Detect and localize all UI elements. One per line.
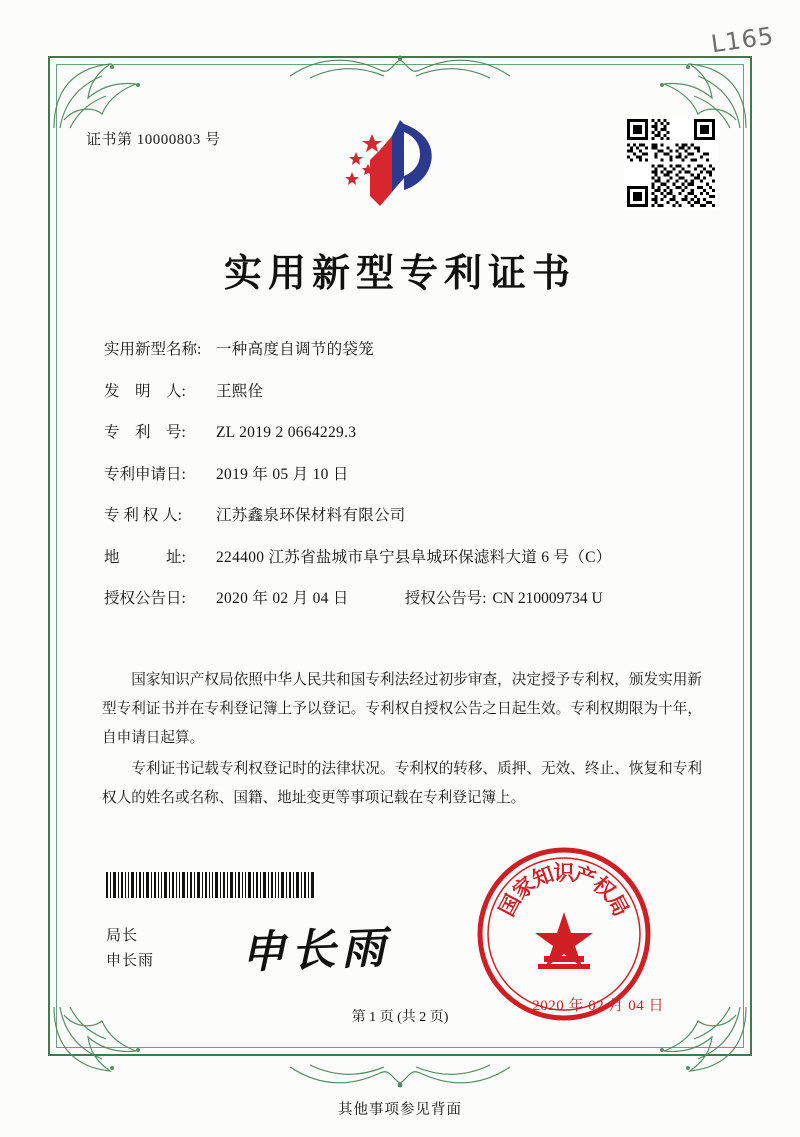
field-label: 专 利 权 人:: [104, 507, 182, 524]
field-value: 一种高度自调节的袋笼: [216, 341, 375, 358]
legal-text: [102, 666, 702, 815]
svg-text:家: 家: [507, 871, 540, 904]
announcement-date-label: 授权公告日:: [104, 590, 186, 607]
field-label: 发 明 人:: [104, 382, 186, 400]
page-title: 实用新型专利证书: [223, 250, 576, 295]
page-indicator: 第 1 页 (共 2 页): [351, 1010, 449, 1025]
svg-text:知: 知: [528, 860, 558, 892]
qr-code: [624, 116, 718, 210]
field-label: 实用新型名称:: [104, 341, 202, 358]
svg-text:产: 产: [570, 860, 600, 892]
legal-paragraph-1: 国家知识产权局依照中华人民共和国专利法经过初步审查，决定授予专利权，颁发实用新型专利证书并在专利登记簿上予以登记。专利权自授权公告之日起生效。专利权期限为十年，自申请日起算。: [102, 672, 702, 746]
field-inventor: [104, 384, 704, 400]
field-label: 专利申请日:: [104, 465, 186, 483]
director-handwritten-signature: 申长雨: [240, 922, 393, 979]
field-announcement: [104, 591, 704, 607]
announcement-number-value: CN 210009734 U: [492, 590, 603, 607]
field-label: 地 址:: [104, 548, 186, 566]
certificate-content: [56, 64, 744, 1048]
director-name: 申长雨: [106, 953, 155, 969]
signature-block: [106, 924, 154, 974]
svg-text:局: 局: [602, 889, 635, 921]
field-address: [104, 550, 704, 566]
field-patent-number: [104, 425, 704, 441]
legal-paragraph-2: 专利证书记载专利权登记时的法律状况。专利权的转移、质押、无效、终止、恢复和专利权人的姓名或名称、国籍、地址变更等事项记载在专利登记簿上。: [102, 761, 702, 806]
field-application-date: [104, 467, 704, 483]
handwritten-archive-mark: L165: [709, 21, 776, 59]
certificate-fields: [104, 342, 704, 633]
bottom-ornament: [280, 1059, 520, 1093]
cnipa-logo-icon: [330, 114, 470, 214]
field-value: ZL 2019 2 0664229.3: [216, 424, 357, 441]
director-role-label: 局长: [106, 928, 139, 944]
field-value: 王熙佺: [216, 382, 264, 400]
seal-date: 2020 年 02 月 04 日: [532, 998, 664, 1014]
announcement-date-value: 2020 年 02 月 04 日: [216, 590, 349, 607]
svg-text:识: 识: [553, 860, 575, 885]
field-value: 2019 年 05 月 10 日: [216, 465, 349, 483]
svg-text:国: 国: [493, 889, 526, 921]
field-label: 专 利 号:: [104, 424, 186, 441]
field-patentee: [104, 508, 704, 524]
field-value: 江苏鑫泉环保材料有限公司: [216, 507, 406, 524]
svg-text:权: 权: [588, 871, 621, 904]
barcode: [106, 872, 316, 898]
field-value: 224400 江苏省盐城市阜宁县阜城环保滤料大道 6 号（C）: [216, 548, 612, 566]
field-utility-model-name: [104, 342, 704, 358]
announcement-number-label: 授权公告号:: [404, 590, 487, 607]
footer-note: 其他事项参见背面: [338, 1102, 462, 1118]
certificate-number: 证书第 10000803 号: [86, 132, 221, 148]
